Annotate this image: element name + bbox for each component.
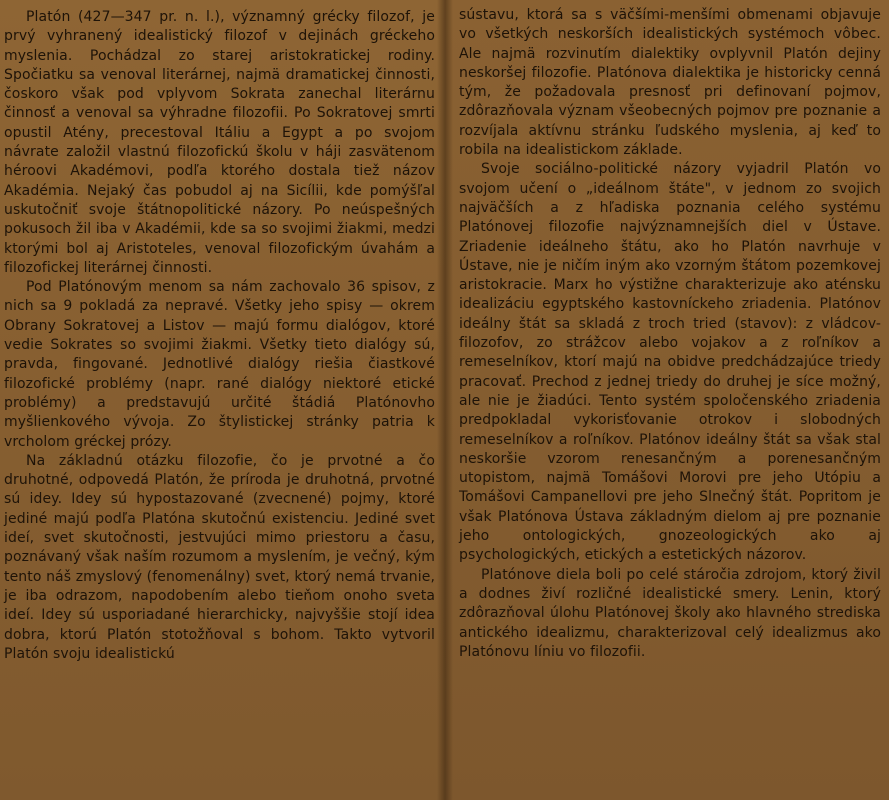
paragraph: Platón (427—347 pr. n. l.), významný grécky filozof, je prvý vyhranený idealistický filozof v dejinách gréckeho myslenia. Pochádzal zo starej aristokratickej rodiny. Spočiatku sa venoval literárnej, najmä dramatickej činnosti, čoskoro však pod vplyvom Sokrata zanechal literárnu činnosť a venoval sa výhradne filozofii. Po Sokratovej smrti opustil Atény, precestoval Itáliu a Egypt a po svojom návrate založil vlastnú filozofickú školu v háji zasvätenom héroovi Akadémovi, podľa ktorého dostala tiež názov Akadémia. Nejaký čas pobudol aj na Sicílii, kde pomýšľal uskutočniť svoje štátnopolitické názory. Po neúspešných pokusoch žil iba v Akadémii, kde sa so svojimi žiakmi, medzi ktorými bol aj Aristoteles, venoval filozofickým úvahám a filozofickej literárnej činnosti. — [4, 9, 435, 276]
paragraph: Pod Platónovým menom sa nám zachovalo 36 spisov, z nich sa 9 pokladá za nepravé. Všetky jeho spisy — okrem Obrany Sokratovej a Listov — majú formu dialógov, ktoré vedie Sokrates so svojimi žiakmi. Všetky tieto dialógy sú, pravda, fingované. Jednotlivé dialógy riešia čiastkové filozofické problémy (napr. rané dialógy niektoré etické problémy) a predstavujú určité štádiá Platónovho myšlienkového vývoja. Zo štylistickej stránky patria k vrcholom gréckej prózy. — [4, 279, 435, 450]
paragraph: Platónove diela boli po celé stáročia zdrojom, ktorý živil a dodnes živí rozličné idealistické smery. Lenin, ktorý zdôrazňoval úlohu Platónovej školy ako hlavného strediska antického idealizmu, charakterizoval celý idealizmus ako Platónovu líniu vo filozofii. — [459, 566, 881, 660]
paragraph: Na základnú otázku filozofie, čo je prvotné a čo druhotné, odpovedá Platón, že príroda je druhotná, prvotné sú idey. Idey sú hypostazované (zvecnené) pojmy, ktoré jediné majú podľa Platóna skutočnú existenciu. Jediné svet ideí, svet skutočnosti, jestvujúci mimo priestoru a času, poznávaný však naším rozumom a myslením, je večný, kým tento náš zmyslový (fenomenálny) svet, ktorý nemá trvanie, je iba odrazom, napodobením alebo tieňom onoho sveta ideí. Idey sú usporiadané hierarchicky, najvyššie stojí idea dobra, ktorú Platón stotožňoval s bohom. Takto vytvoril Platón svoju idealistickú — [4, 452, 435, 662]
paragraph-continued: sústavu, ktorá sa s väčšími-menšími obmenami objavuje vo všetkých neskorších idealistických systémoch vôbec. Ale najmä rozvinutím dialektiky ovplyvnil Platón dejiny neskoršej filozofie. Platónova dialektika je historicky cenná tým, že požadovala presnosť pri definovaní pojmov, zdôrazňovala význam všeobecných pojmov pre poznanie a rozvíjala aktívnu stránku ľudského myslenia, aj keď to robila na idealistickom základe. — [459, 7, 881, 159]
page-gutter — [437, 0, 453, 800]
paragraph: Svoje sociálno-politické názory vyjadril Platón vo svojom učení o „ideálnom štáte", v jednom zo svojich najväčších a z hľadiska poznania celého systému Platónovej filozofie najvýznamnejších diel v Ústave. Zriadenie ideálneho štátu, ako ho Platón navrhuje v Ústave, nie je ničím iným ako vzorným štátom pozemkovej aristokracie. Marx ho výstižne charakterizuje ako aténsku idealizáciu egyptského kastovníckeho zriadenia. Platónov ideálny štát sa skladá z troch tried (stavov): z vládcov-filozofov, zo strážcov alebo vojakov a z roľníkov a remeselníkov, ktorí majú na obidve predchádzajúce triedy pracovať. Prechod z jednej triedy do druhej je síce možný, ale nie je žiadúci. Tento systém spoločenského zriadenia predpokladal vykorisťovanie otrokov i slobodných remeselníkov a roľníkov. Platónov ideálny štát sa však stal neskoršie vzorom renesančným a porenesančným utopistom, najmä Tomášovi Morovi pre jeho Utópiu a Tomášovi Campanellovi pre jeho Slnečný štát. Popritom je však Platónova Ústava základným dielom aj pre poznanie jeho ontologických, gnozeologických ako aj psychologických, etických a estetických názorov. — [459, 161, 881, 564]
right-page — [445, 0, 889, 800]
